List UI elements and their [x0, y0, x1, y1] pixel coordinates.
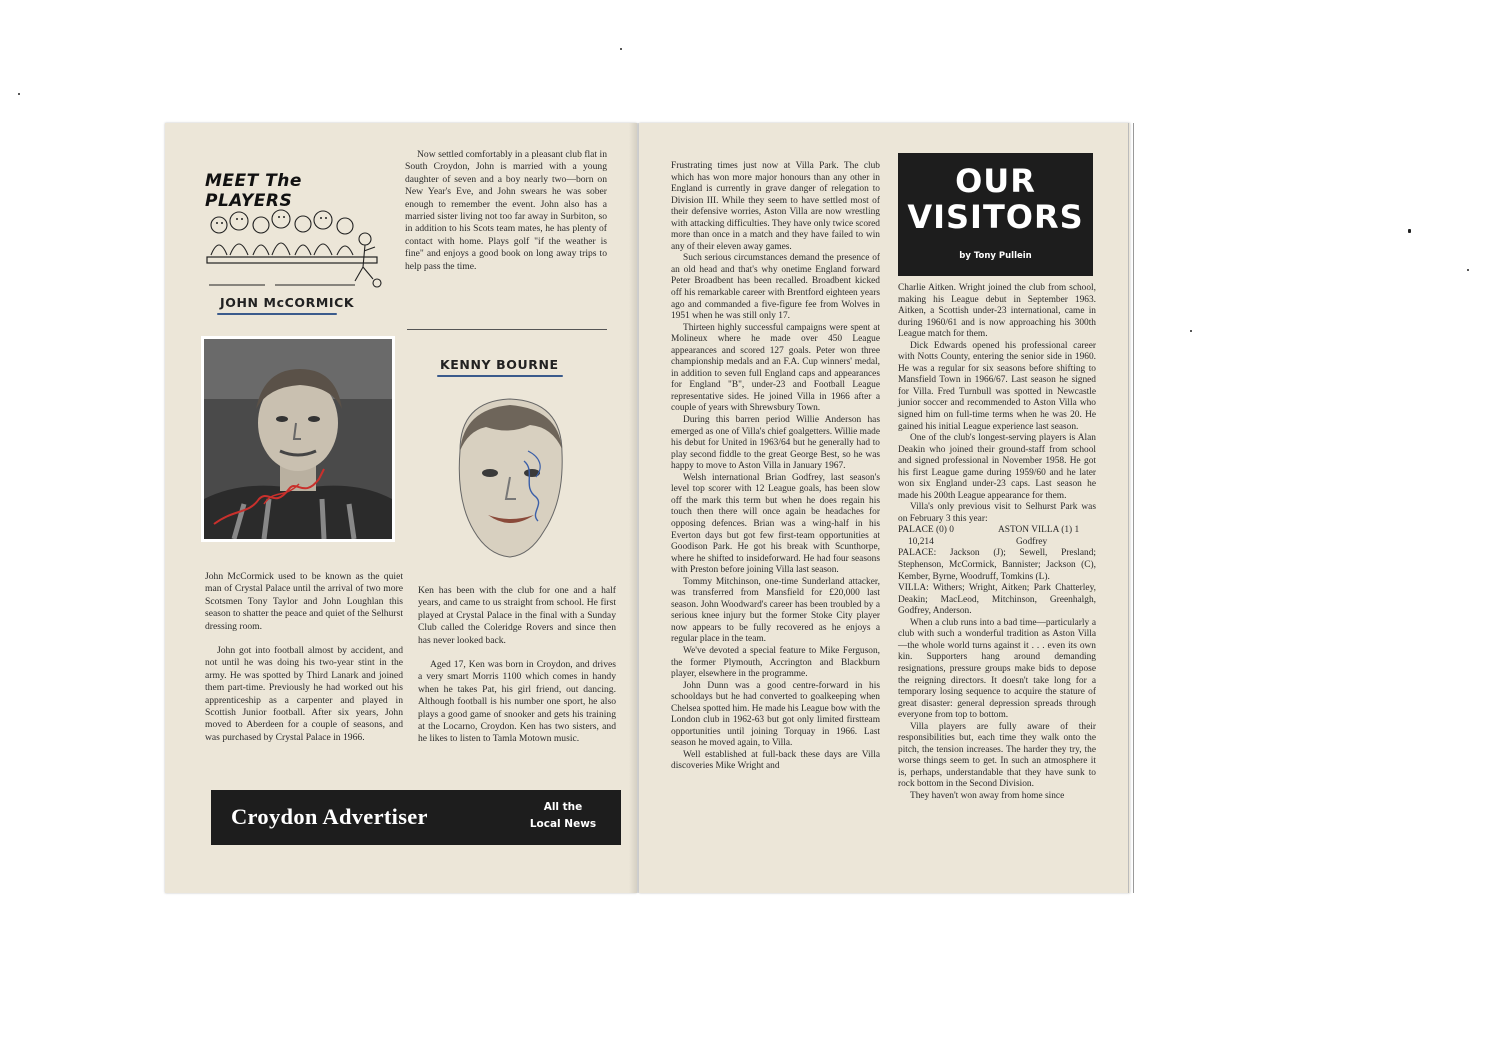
player1-name-heading: JOHN McCORMICK	[220, 295, 355, 310]
our-visitors-title	[898, 163, 1093, 235]
paragraph: Villa's only previous visit to Selhurst Park was on February 3 this year:	[898, 502, 1096, 524]
player2-bio-column	[418, 585, 616, 746]
speck	[1408, 229, 1411, 233]
player1-bio-column	[205, 571, 403, 744]
player2-name-heading: KENNY BOURNE	[440, 357, 559, 372]
our-visitors-header	[898, 153, 1093, 276]
player-portrait-image	[204, 339, 392, 539]
right-column-1	[671, 161, 880, 773]
match-result	[898, 525, 1096, 548]
player2-name-underline	[437, 375, 563, 377]
meet-the-players-title: MEET The PLAYERS	[205, 171, 302, 211]
paragraph: Such serious circumstances demand the presence of an old head and that's why onetime England forward Peter Broadbent has been recalled. Broadbent kicked off his remarkable career with Brentford eighteen years ago and commanded a five-figure fee from Wolves in 1951 when he was still only 17.	[671, 253, 880, 322]
result-attendance: 10,214	[908, 536, 934, 547]
meet-the-players-banner	[205, 171, 385, 293]
paragraph: Ken has been with the club for one and a half years, and came to us straight from school. He first played at Crystal Palace in the final with a Sunday Club called the Coleridge Rovers and since then has never looked back.	[418, 585, 616, 646]
player1-photo	[204, 339, 392, 539]
page-edge-stack	[1128, 123, 1134, 893]
paragraph: John got into football almost by accident, and not until he was doing his two-year stint in the army. He was spotted by Third Lanark and joined them part-time. Previously he had worked out his apprenticeship as a carpenter and played in Scottish Junior football. After six years, John moved to Aberdeen for a couple of seasons, and was purchased by Crystal Palace in 1966.	[205, 645, 403, 743]
speck	[1467, 269, 1469, 271]
paragraph: Villa players are fully aware of their responsibilities but, each time they walk onto the pitch, the tension increases. The harder they try, the worse things seem to get. In such an atmosphere it is, perhaps, understandable that they have sunk to rock bottom in the Second Division.	[898, 721, 1096, 790]
paragraph: Dick Edwards opened his professional career with Notts County, entering the senior side in 1960. He was a regular for six seasons before shifting to Mansfield Town in 1966/67. Last season he signed for Villa. Fred Turnbull was spotted in Newcastle junior soccer and recommended to Aston Villa who signed him on full-time terms when he was 20. He gained his initial League experience last season.	[898, 340, 1096, 432]
paragraph: We've devoted a special feature to Mike Ferguson, the former Plymouth, Accrington and Blackburn player, elsewhere in the programme.	[671, 645, 880, 680]
player1-name-underline	[217, 313, 337, 315]
advert-tagline-line2: Local News	[529, 818, 597, 830]
speck	[620, 48, 622, 50]
left-page	[165, 123, 637, 893]
paragraph: During this barren period Willie Anderson has emerged as one of Villa's chief goalgetters. Willie made his debut for United in 1963/64 but he generally had to play second fiddle to the great George Best, so he was happy to move to Aston Villa in January 1967.	[671, 415, 880, 472]
result-home: PALACE (0) 0	[898, 525, 954, 536]
section-divider	[407, 329, 607, 330]
player1-photo-frame	[201, 336, 395, 542]
croydon-advertiser-advert	[211, 790, 621, 845]
palace-lineup: PALACE: Jackson (J); Sewell, Presland; Stephenson, McCormick, Bannister; Jackson (C), Kember, Byrne, Woodruff, Tomkins (L).	[898, 548, 1096, 582]
advert-tagline	[523, 799, 603, 833]
player2-cutout-photo	[440, 391, 580, 561]
paragraph: Charlie Aitken. Wright joined the club from school, making his League debut in September 1963. Aitken, a Scottish under-23 international, came in during 1960/61 and is now approaching his 300th League match for them.	[898, 283, 1096, 340]
villa-lineup: VILLA: Withers; Wright, Aitken; Park Chatterley, Deakin; MacLeod, Mitchinson, Greenhalgh, Godfrey, Anderson.	[898, 583, 1096, 617]
paragraph: John Dunn was a good centre-forward in his schooldays but he had converted to goalkeeping when Chelsea spotted him. He made his League bow with the London club in 1962-63 but got only limited firstteam opportunities until joining Torquay in 1966. Last season he moved again, to Villa.	[671, 680, 880, 749]
speck	[18, 93, 20, 95]
right-page	[639, 123, 1130, 893]
player1-intro-column	[405, 149, 607, 273]
advert-name: Croydon Advertiser	[231, 804, 428, 829]
paragraph: Welsh international Brian Godfrey, last season's level top scorer with 12 League goals, has been slow off the mark this term but when he does regain his touch then there will once again be headaches for opposing defences. Brian was a wing-half in his Everton days but got few first-team opportunities at Goodison Park. He got his break with Scunthorpe, where he shifted to insideforward. He had four seasons with Preston before joining Villa last season.	[671, 472, 880, 576]
visitors-title-line1: OUR	[955, 162, 1036, 200]
paragraph: One of the club's longest-serving players is Alan Deakin who joined their ground-staff from school and signed professional in November 1958. He got his first League game during 1959/60 and he later won six England under-23 caps. Last season he made his 200th League appearance for them.	[898, 433, 1096, 501]
paragraph: Frustrating times just now at Villa Park. The club which has won more major honours than any other in England is currently in grave danger of relegation to Division III. While they seem to have settled most of their defensive worries, Aston Villa are now wrestling with attacking difficulties. They have only twice scored more than once in a match and they have failed to win any of their eleven away games.	[671, 161, 880, 252]
paragraph: Aged 17, Ken was born in Croydon, and drives a very smart Morris 1100 which comes in handy when he takes Pat, his girl friend, out dancing. Although football is his number one sport, he also plays a good game of snooker and gets his training at the Locarno, Croydon. Ken has two sisters, and he likes to listen to Tamla Motown music.	[418, 659, 616, 745]
byline: by Tony Pullein	[959, 251, 1032, 261]
visitors-title-line2: VISITORS	[907, 198, 1084, 236]
paragraph: Thirteen highly successful campaigns were spent at Molineux where he made over 450 League appearances and scored 127 goals. Peter won three championship medals and an F.A. Cup winners' medal, in addition to seven full England caps and appearances for England "B", under-23 and Football League representative sides. He joined Villa in 1966 after a couple of years with Shrewsbury Town.	[671, 322, 880, 414]
paragraph: They haven't won away from home since	[910, 790, 1065, 801]
result-away: ASTON VILLA (1) 1	[998, 525, 1080, 536]
right-column-2	[898, 283, 1096, 803]
advert-tagline-line1: All the	[543, 801, 583, 813]
cartoon-crowd-illustration	[205, 195, 385, 295]
speck	[1190, 330, 1192, 332]
paragraph: Well established at full-back these days are Villa discoveries Mike Wright and	[671, 749, 880, 772]
paragraph: When a club runs into a bad time—particularly a club with such a wonderful tradition as Aston Villa—the whole world turns against it . . . even its own kin. Supporters hang around demanding resignations, pressure groups make bids to depose the reigning directors. It doesn't take long for a temporary losing sequence to acquire the stature of great disaster: general depression spreads through everyone from top to bottom.	[898, 617, 1096, 721]
programme-spread	[165, 123, 1130, 893]
result-scorer: Godfrey	[1016, 536, 1048, 547]
paragraph: John McCormick used to be known as the quiet man of Crystal Palace until the arrival of two more Scotsmen Tony Taylor and John Loughlan this season to shatter the peace and quiet of the Selhurst dressing room.	[205, 571, 403, 632]
paragraph: Tommy Mitchinson, one-time Sunderland attacker, was transferred from Mansfield for £20,000 last season. John Woodward's career has been troubled by a serious knee injury but the former Stoke City player now appears to be fully recovered as he enjoys a regular place in the team.	[671, 576, 880, 645]
paragraph: Now settled comfortably in a pleasant club flat in South Croydon, John is married with a young daughter of seven and a boy nearly two—born on New Year's Eve, and John swears he was sober enough to remember the event. John also has a married sister living not too far away in Surbiton, so in addition to his Scots team mates, he has plenty of contact with home. Plays golf "if the weather is fine" and enjoys a good book on long away trips to help pass the time.	[405, 149, 607, 272]
